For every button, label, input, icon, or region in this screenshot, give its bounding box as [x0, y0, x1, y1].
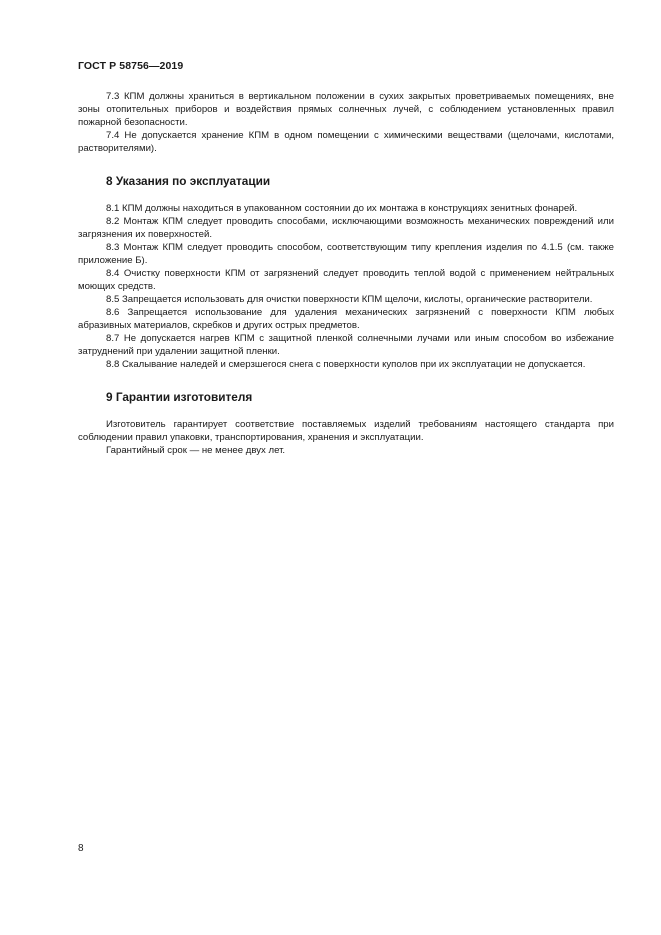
- page-number: 8: [78, 843, 84, 854]
- paragraph-8-8: 8.8 Скалывание наледей и смерзшегося снега с поверхности куполов при их эксплуатации не допускается.: [106, 359, 586, 370]
- paragraph-9-guarantee: Изготовитель гарантирует соответствие поставляемых изделий требованиям настоящего стандарта при соблюдении правил упаковки, транспортирования, хранения и эксплуатации.: [78, 419, 614, 443]
- paragraph-7-3: 7.3 КПМ должны храниться в вертикальном положении в сухих закрытых проветриваемых помещениях, вне зоны отопительных приборов и воздействия прямых солнечных лучей, с соблюдением установленных правил пожарной безопасности.: [78, 91, 614, 128]
- paragraph-8-6: 8.6 Запрещается использование для удаления механических загрязнений с поверхности КПМ любых абразивных материалов, скребков и других острых предметов.: [78, 307, 614, 331]
- section-9-title: 9 Гарантии изготовителя: [106, 390, 253, 404]
- paragraph-8-3: 8.3 Монтаж КПМ следует проводить способом, соответствующим типу крепления изделия по 4.1.5 (см. также приложение Б).: [78, 242, 614, 266]
- paragraph-8-1: 8.1 КПМ должны находиться в упакованном состоянии до их монтажа в конструкциях зенитных фонарей.: [106, 203, 578, 214]
- paragraph-8-7: 8.7 Не допускается нагрев КПМ с защитной пленкой солнечными лучами или иным способом во избежание затруднений при удалении защитной пленки.: [78, 333, 614, 357]
- paragraph-7-4: 7.4 Не допускается хранение КПМ в одном помещении с химическими веществами (щелочами, кислотами, растворителями).: [78, 130, 614, 154]
- paragraph-8-5: 8.5 Запрещается использовать для очистки поверхности КПМ щелочи, кислоты, органические растворители.: [106, 294, 593, 305]
- paragraph-8-2: 8.2 Монтаж КПМ следует проводить способами, исключающими возможность механических повреждений или загрязнения их поверхностей.: [78, 216, 614, 240]
- document-body: [78, 90, 614, 457]
- section-8-title: 8 Указания по эксплуатации: [106, 174, 271, 188]
- paragraph-9-warranty-period: Гарантийный срок — не менее двух лет.: [106, 445, 286, 456]
- paragraph-8-4: 8.4 Очистку поверхности КПМ от загрязнений следует проводить теплой водой с применением нейтральных моющих средств.: [78, 268, 614, 292]
- document-header: ГОСТ Р 58756—2019: [78, 60, 184, 72]
